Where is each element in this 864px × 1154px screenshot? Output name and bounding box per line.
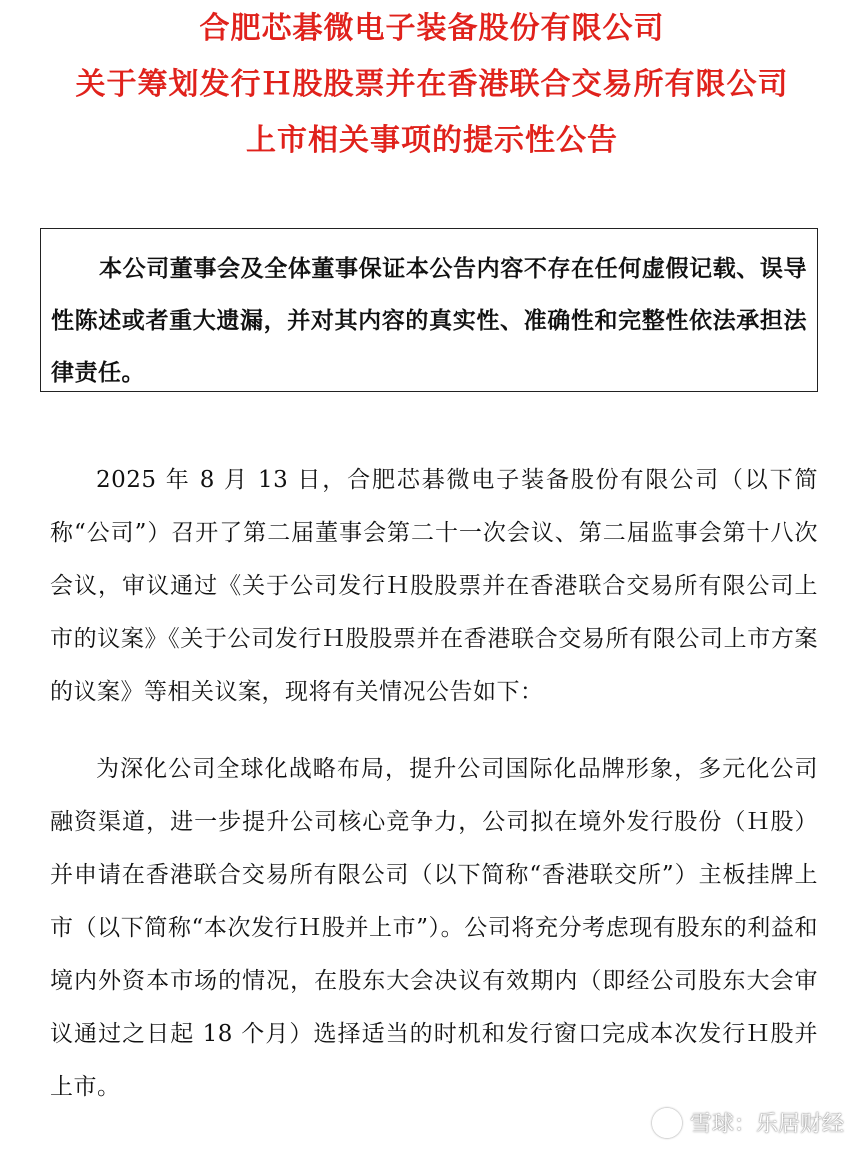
watermark bbox=[652, 1107, 844, 1138]
board-guarantee-notice: 本公司董事会及全体董事保证本公告内容不存在任何虚假记载、误导性陈述或者重大遗漏，并对其内容的真实性、准确性和完整性依法承担法律责任。 bbox=[40, 228, 818, 392]
body-paragraph-meeting: 2025 年 8 月 13 日，合肥芯碁微电子装备股份有限公司（以下简称“公司”）召开了第二届董事会第二十一次会议、第二届监事会第十八次会议，审议通过《关于公司发行Ｈ股股票并在香港联合交易所有限公司上市的议案》《关于公司发行Ｈ股股票并在香港联合交易所有限公司上市方案的议案》等相关议案，现将有关情况公告如下： bbox=[50, 467, 818, 705]
document-title bbox=[0, 11, 864, 182]
title-line-announcement: 上市相关事项的提示性公告 bbox=[246, 123, 618, 158]
title-line-company: 合肥芯碁微电子装备股份有限公司 bbox=[199, 11, 665, 46]
title-line-subject: 关于筹划发行Ｈ股股票并在香港联合交易所有限公司 bbox=[75, 67, 789, 102]
body-paragraph-purpose: 为深化公司全球化战略布局，提升公司国际化品牌形象，多元化公司融资渠道，进一步提升公司核心竞争力，公司拟在境外发行股份（Ｈ股）并申请在香港联合交易所有限公司（以下简称“香港联交所”）主板挂牌上市（以下简称“本次发行Ｈ股并上市”）。公司将充分考虑现有股东的利益和境内外资本市场的情况，在股东大会决议有效期内（即经公司股东大会审议通过之日起 18 个月）选择适当的时机和发行窗口完成本次发行Ｈ股并上市。 bbox=[50, 756, 818, 1100]
watermark-text: 雪球：乐居财经 bbox=[689, 1112, 844, 1137]
snowball-logo-icon bbox=[652, 1108, 682, 1138]
